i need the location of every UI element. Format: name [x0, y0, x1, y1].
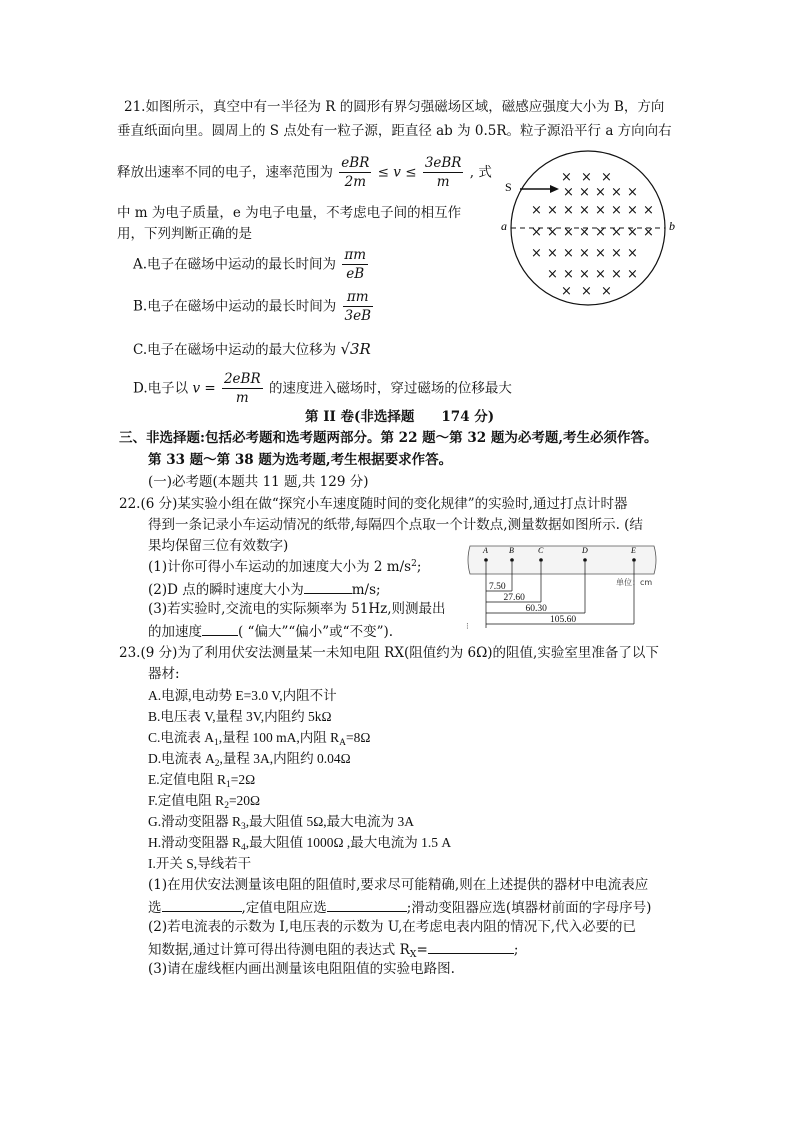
section2-title: 第 II 卷(非选择题 174 分): [305, 409, 495, 425]
field-cross-mark: ×: [581, 170, 592, 185]
frac-numerator: πm: [344, 247, 367, 263]
tape-dimension-label: 7.50: [489, 582, 506, 592]
q21-line2: 垂直纸面向里。圆周上的 S 点处有一粒子源，距直径 ab 为 0.5R。粒子源沿平行 a 方向向右: [117, 123, 672, 139]
field-cross-mark: ×: [531, 246, 542, 261]
q21-magnetic-field-figure: [495, 150, 695, 312]
tape-point-b: [510, 558, 514, 562]
answer-blank[interactable]: [202, 622, 238, 636]
field-cross-mark: ×: [611, 185, 622, 200]
field-cross-mark: ×: [579, 225, 590, 240]
field-cross-mark: ×: [601, 284, 612, 299]
q23-line2: 器材:: [148, 666, 180, 682]
field-cross-mark: ×: [627, 225, 638, 240]
q23-item-f: [148, 793, 260, 812]
label-b: b: [669, 219, 675, 233]
q22-part1-end: ;: [416, 559, 422, 575]
source-arrowhead: [550, 185, 559, 193]
q21-option-a: [133, 246, 370, 283]
tape-point-d: [583, 558, 587, 562]
q23-part1: (1)在用伏安法测量该电阻的阻值时,要求尽可能精确,则在上述提供的器材中电流表应: [148, 877, 649, 893]
q21-option-b: [133, 288, 375, 325]
item-e-part2: =2Ω: [230, 772, 256, 787]
q23-part1-text-c: ;滑动变阻器应选(填器材前面的字母序号): [406, 900, 652, 916]
q23-part1-blanks: [148, 898, 651, 916]
q23-part2-expression: [148, 940, 518, 960]
field-cross-mark: ×: [579, 203, 590, 218]
tape-point-label-b: B: [509, 546, 514, 555]
item-h-part1: H.滑动变阻器 R: [148, 835, 242, 850]
tape-point-e: [632, 558, 636, 562]
q21-line3a: 释放出速率不同的电子，速率范围为: [117, 164, 333, 181]
q22-part1: [148, 559, 421, 575]
option-b-frac: [343, 288, 374, 325]
tape-dimension-label: 60.30: [525, 604, 547, 614]
item-g-part2: ,最大阻值 5Ω,最大电流为 3A: [245, 814, 415, 829]
frac-numerator: eBR: [341, 155, 370, 171]
item-d-sub: 2: [214, 759, 220, 769]
q21-option-d: [133, 370, 512, 407]
section2-head3: (一)必考题(本题共 11 题,共 129 分): [148, 474, 369, 490]
field-cross-mark: ×: [563, 267, 574, 282]
q23-item-h: [148, 835, 451, 854]
field-cross-mark: ×: [595, 246, 606, 261]
q22-part4: [148, 622, 393, 640]
item-h-sub: 4: [241, 843, 246, 853]
q21-line4: 中 m 为电子质量，e 为电子电量，不考虑电子间的相互作: [117, 205, 462, 221]
field-cross-mark: ×: [547, 246, 558, 261]
q22-line2: 得到一条记录小车运动情况的纸带,每隔四个点取一个计数点,测量数据如图所示. (结: [148, 517, 643, 533]
item-e-sub: 1: [226, 780, 231, 790]
q21-speed-min-frac: [339, 154, 371, 191]
item-c-sub1: 1: [214, 738, 219, 748]
q22-part4-text: 的加速度: [148, 624, 202, 640]
q23-item-i: I.开关 S,导线若干: [148, 856, 252, 871]
field-cross-mark: ×: [579, 267, 590, 282]
item-c-sub2: A: [339, 738, 347, 748]
tape-point-label-a: A: [483, 546, 488, 555]
tape-dimension-label: 27.60: [503, 593, 525, 603]
q21-line5: 用，下列判断正确的是: [117, 226, 252, 242]
field-cross-mark: ×: [547, 203, 558, 218]
q22-part1-text: (1)计你可得小车运动的加速度大小为 2 m/s: [148, 559, 412, 575]
frac-numerator: 2eBR: [223, 371, 261, 387]
frac-denominator: eB: [346, 266, 365, 282]
field-cross-mark: ×: [611, 267, 622, 282]
tape-point-label-c: C: [538, 546, 544, 555]
q23-part3: (3)请在虚线框内画出测量该电阻阻值的实验电路图.: [148, 961, 455, 977]
field-cross-mark: ×: [581, 284, 592, 299]
q22-part2: [148, 580, 381, 598]
field-cross-mark: ×: [547, 225, 558, 240]
q22-line3: 果均保留三位有效数字): [148, 538, 289, 554]
item-f-part1: F.定值电阻 R: [148, 793, 225, 808]
label-a: a: [501, 219, 507, 233]
q22-part1-sup: 2: [411, 559, 417, 569]
field-cross-mark: ×: [627, 203, 638, 218]
tape-point-label-e: E: [631, 546, 636, 555]
tape-point-a: [484, 558, 488, 562]
q23-line1: 23.(9 分)为了利用伏安法测量某一未知电阻 RX(阻值约为 6Ω)的阻值,实验室里准备了以下: [119, 645, 659, 661]
item-g-sub: 3: [241, 822, 246, 832]
tape-dimensions: [486, 582, 634, 625]
item-f-sub: 2: [224, 801, 229, 811]
q22-part2-text: (2)D 点的瞬时速度大小为: [148, 582, 304, 598]
q23-part1-text-b: ,定值电阻应选: [241, 900, 327, 916]
field-cross-mark: ×: [561, 284, 572, 299]
field-cross-mark: ×: [595, 203, 606, 218]
field-cross-mark: ×: [563, 225, 574, 240]
section2-head1: 三、非选择题:包括必考题和选考题两部分。第 22 题～第 32 题为必考题,考生必须作答。: [119, 430, 658, 446]
q21-speed-max-frac: [423, 154, 464, 191]
answer-blank[interactable]: [428, 940, 514, 954]
item-g-part1: G.滑动变阻器 R: [148, 814, 242, 829]
item-d-part2: ,量程 3A,内阻约 0.04Ω: [219, 751, 351, 766]
tape-unit-label: 单位：cm: [616, 578, 653, 587]
field-cross-mark: ×: [627, 185, 638, 200]
field-cross-mark: ×: [563, 185, 574, 200]
q21-line1: 21.如图所示，真空中有一半径为 R 的圆形有界匀强磁场区域，磁感应强度大小为 B，方向: [124, 99, 665, 115]
option-a-text: A.电子在磁场中运动的最长时间为: [133, 256, 337, 273]
option-b-text: B.电子在磁场中运动的最长时间为: [133, 298, 337, 315]
q21-line3b: , 式: [469, 164, 492, 181]
field-cross-mark: ×: [627, 267, 638, 282]
field-cross-mark: ×: [627, 246, 638, 261]
q23-part2-end: ;: [513, 942, 519, 958]
q23-part2-text: 知数据,通过计算可得出待测电阻的表达式 R: [148, 942, 410, 958]
q22-line1: 22.(6 分)某实验小组在做“探究小车速度随时间的变化规律”的实验时,通过打点计时器: [119, 496, 628, 512]
q22-part4-choices: ( “偏大”“偏小”或“不变”).: [238, 624, 394, 640]
q21-line3: [117, 154, 492, 191]
q21-relation: ≤ v ≤: [377, 164, 417, 181]
q23-item-c: [148, 730, 370, 749]
field-cross-mark: ×: [601, 170, 612, 185]
frac-denominator: 2m: [344, 174, 367, 190]
frac-numerator: 3eBR: [424, 155, 462, 171]
q23-item-g: [148, 814, 414, 833]
field-cross-mark: ×: [595, 225, 606, 240]
field-cross-mark: ×: [563, 246, 574, 261]
q21-option-c: [133, 340, 371, 358]
option-d-lhs: v =: [192, 380, 216, 397]
field-cross-mark: ×: [579, 246, 590, 261]
q22-part2-unit: m/s;: [351, 582, 381, 598]
field-cross-mark: ×: [595, 185, 606, 200]
field-cross-mark: ×: [643, 225, 654, 240]
q22-tape-figure: [466, 540, 666, 632]
field-cross-mark: ×: [611, 203, 622, 218]
q23-part2-sub: X: [409, 949, 417, 960]
label-s: S: [505, 180, 512, 194]
field-cross-mark: ×: [561, 170, 572, 185]
option-c-text: C.电子在磁场中运动的最大位移为: [133, 342, 337, 358]
tape-point-c: [539, 558, 543, 562]
tape-point-label-d: D: [582, 546, 588, 555]
q23-part1-text-a: 选: [148, 900, 162, 916]
tape-dimension-label: 105.60: [550, 615, 577, 625]
field-cross-mark: ×: [531, 225, 542, 240]
field-cross-mark: ×: [595, 267, 606, 282]
answer-blank[interactable]: [304, 580, 352, 594]
item-f-part2: =20Ω: [228, 793, 261, 808]
item-c-part2: ,量程 100 mA,内阻 R: [218, 730, 340, 745]
field-cross-mark: ×: [531, 203, 542, 218]
item-h-part2: ,最大阻值 1000Ω ,最大电流为 1.5 A: [245, 835, 452, 850]
option-d-frac: [222, 370, 263, 407]
q23-item-b: B.电压表 V,量程 3V,内阻约 5kΩ: [148, 709, 332, 724]
frac-denominator: m: [235, 390, 249, 406]
field-cross-mark: ×: [611, 225, 622, 240]
field-cross-mark: ×: [547, 267, 558, 282]
q23-item-d: [148, 751, 351, 770]
q23-part2: (2)若电流表的示数为 I,电压表的示数为 U,在考虑电表内阻的情况下,代入必要的已: [148, 919, 637, 935]
field-cross-mark: ×: [563, 203, 574, 218]
option-a-frac: [342, 246, 368, 283]
option-c-math: √3R: [340, 340, 371, 358]
q23-item-a: A.电源,电动势 E=3.0 V,内阻不计: [148, 688, 337, 703]
section2-head2: 第 33 题～第 38 题为选考题,考生根据要求作答。: [148, 452, 453, 468]
field-cross-mark: ×: [611, 246, 622, 261]
item-c-part3: =8Ω: [346, 730, 371, 745]
option-d-text-1: D.电子以: [133, 380, 189, 397]
answer-blank[interactable]: [162, 898, 242, 912]
frac-numerator: πm: [343, 288, 374, 307]
paper-tape: [468, 546, 656, 574]
item-d-part1: D.电流表 A: [148, 751, 215, 766]
frac-denominator: m: [436, 174, 450, 190]
frac-denominator: 3eB: [344, 308, 372, 324]
field-cross-mark: ×: [643, 203, 654, 218]
item-e-part1: E.定值电阻 R: [148, 772, 227, 787]
answer-blank[interactable]: [327, 898, 407, 912]
q22-part3: (3)若实验时,交流电的实际频率为 51Hz,则测最出: [148, 601, 446, 617]
item-c-part1: C.电流表 A: [148, 730, 215, 745]
q23-part2-eq: =: [416, 942, 428, 958]
field-cross-mark: ×: [579, 185, 590, 200]
q23-item-e: [148, 772, 255, 791]
option-d-text-2: 的速度进入磁场时，穿过磁场的位移最大: [268, 380, 512, 397]
